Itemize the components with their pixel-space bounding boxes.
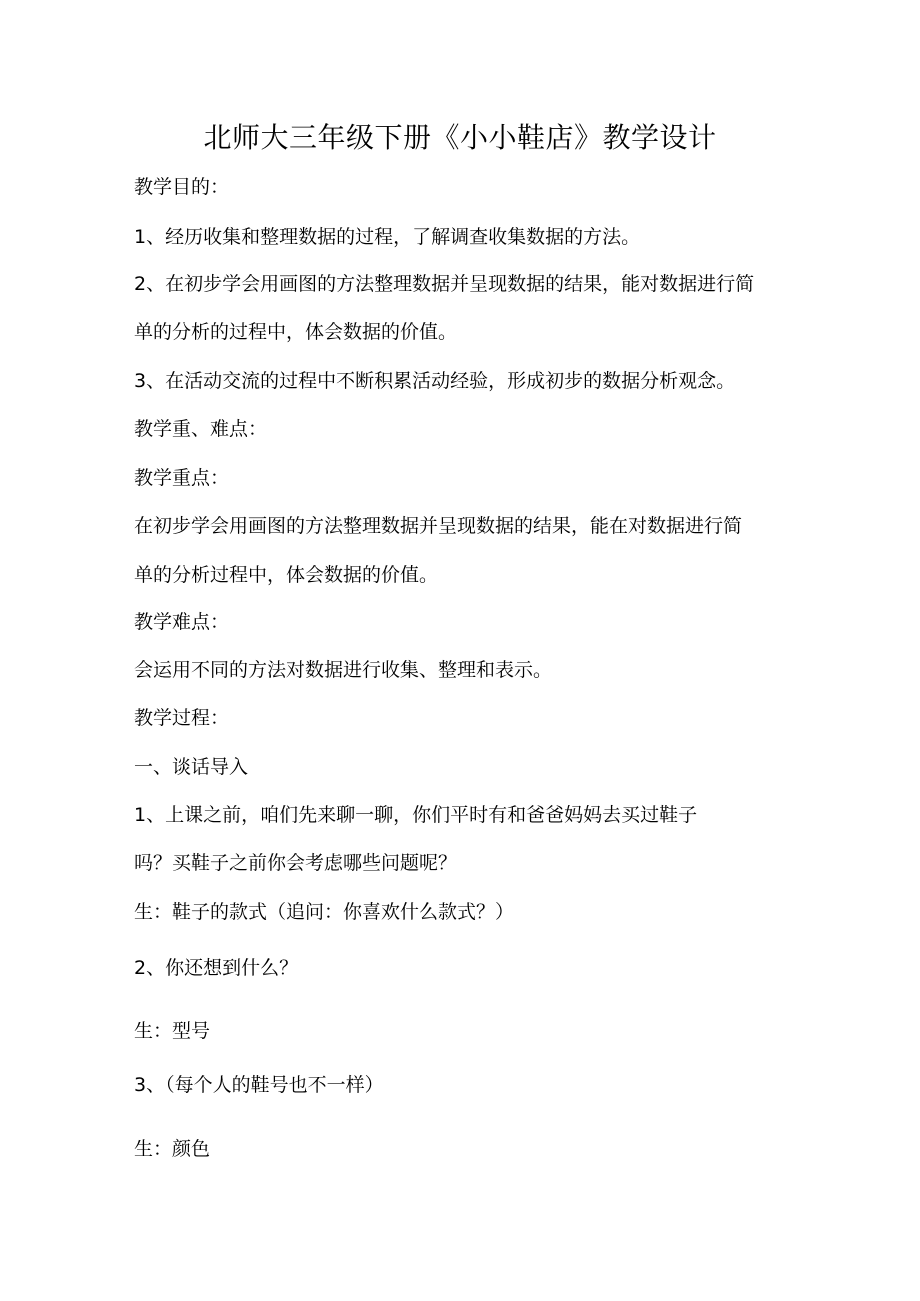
section-heading-process: 教学过程： — [134, 707, 230, 729]
process-item-1-line-2: 吗？买鞋子之前你会考虑哪些问题呢？ — [134, 852, 458, 874]
objective-2-line-2: 单的分析的过程中，体会数据的价值。 — [134, 321, 458, 343]
objective-1: 1、经历收集和整理数据的过程，了解调查收集数据的方法。 — [134, 226, 641, 248]
process-item-2: 2、你还想到什么？ — [134, 957, 299, 979]
section-heading-difficult-points: 教学难点： — [134, 611, 230, 633]
difficult-points-text: 会运用不同的方法对数据进行收集、整理和表示。 — [134, 659, 553, 681]
process-item-3: 3、（每个人的鞋号也不一样） — [134, 1074, 384, 1096]
student-answer-style: 生：鞋子的款式（追问：你喜欢什么款式？） — [134, 901, 515, 923]
student-answer-size: 生：型号 — [134, 1020, 211, 1042]
process-item-1-line-1: 1、上课之前，咱们先来聊一聊，你们平时有和爸爸妈妈去买过鞋子 — [134, 804, 698, 826]
objective-2-line-1: 2、在初步学会用画图的方法整理数据并呈现数据的结果，能对数据进行简 — [134, 273, 755, 295]
part-one-heading: 一、谈话导入 — [134, 756, 249, 778]
key-points-line-2: 单的分析过程中，体会数据的价值。 — [134, 564, 439, 586]
document-title: 北师大三年级下册《小小鞋店》教学设计 — [203, 121, 717, 154]
objective-3: 3、在活动交流的过程中不断积累活动经验，形成初步的数据分析观念。 — [134, 370, 736, 392]
key-points-line-1: 在初步学会用画图的方法整理数据并呈现数据的结果，能在对数据进行简 — [134, 515, 743, 537]
section-heading-key-difficult: 教学重、难点： — [134, 418, 268, 440]
section-heading-objectives: 教学目的： — [134, 176, 230, 198]
student-answer-color: 生：颜色 — [134, 1138, 211, 1160]
section-heading-key-points: 教学重点： — [134, 467, 230, 489]
